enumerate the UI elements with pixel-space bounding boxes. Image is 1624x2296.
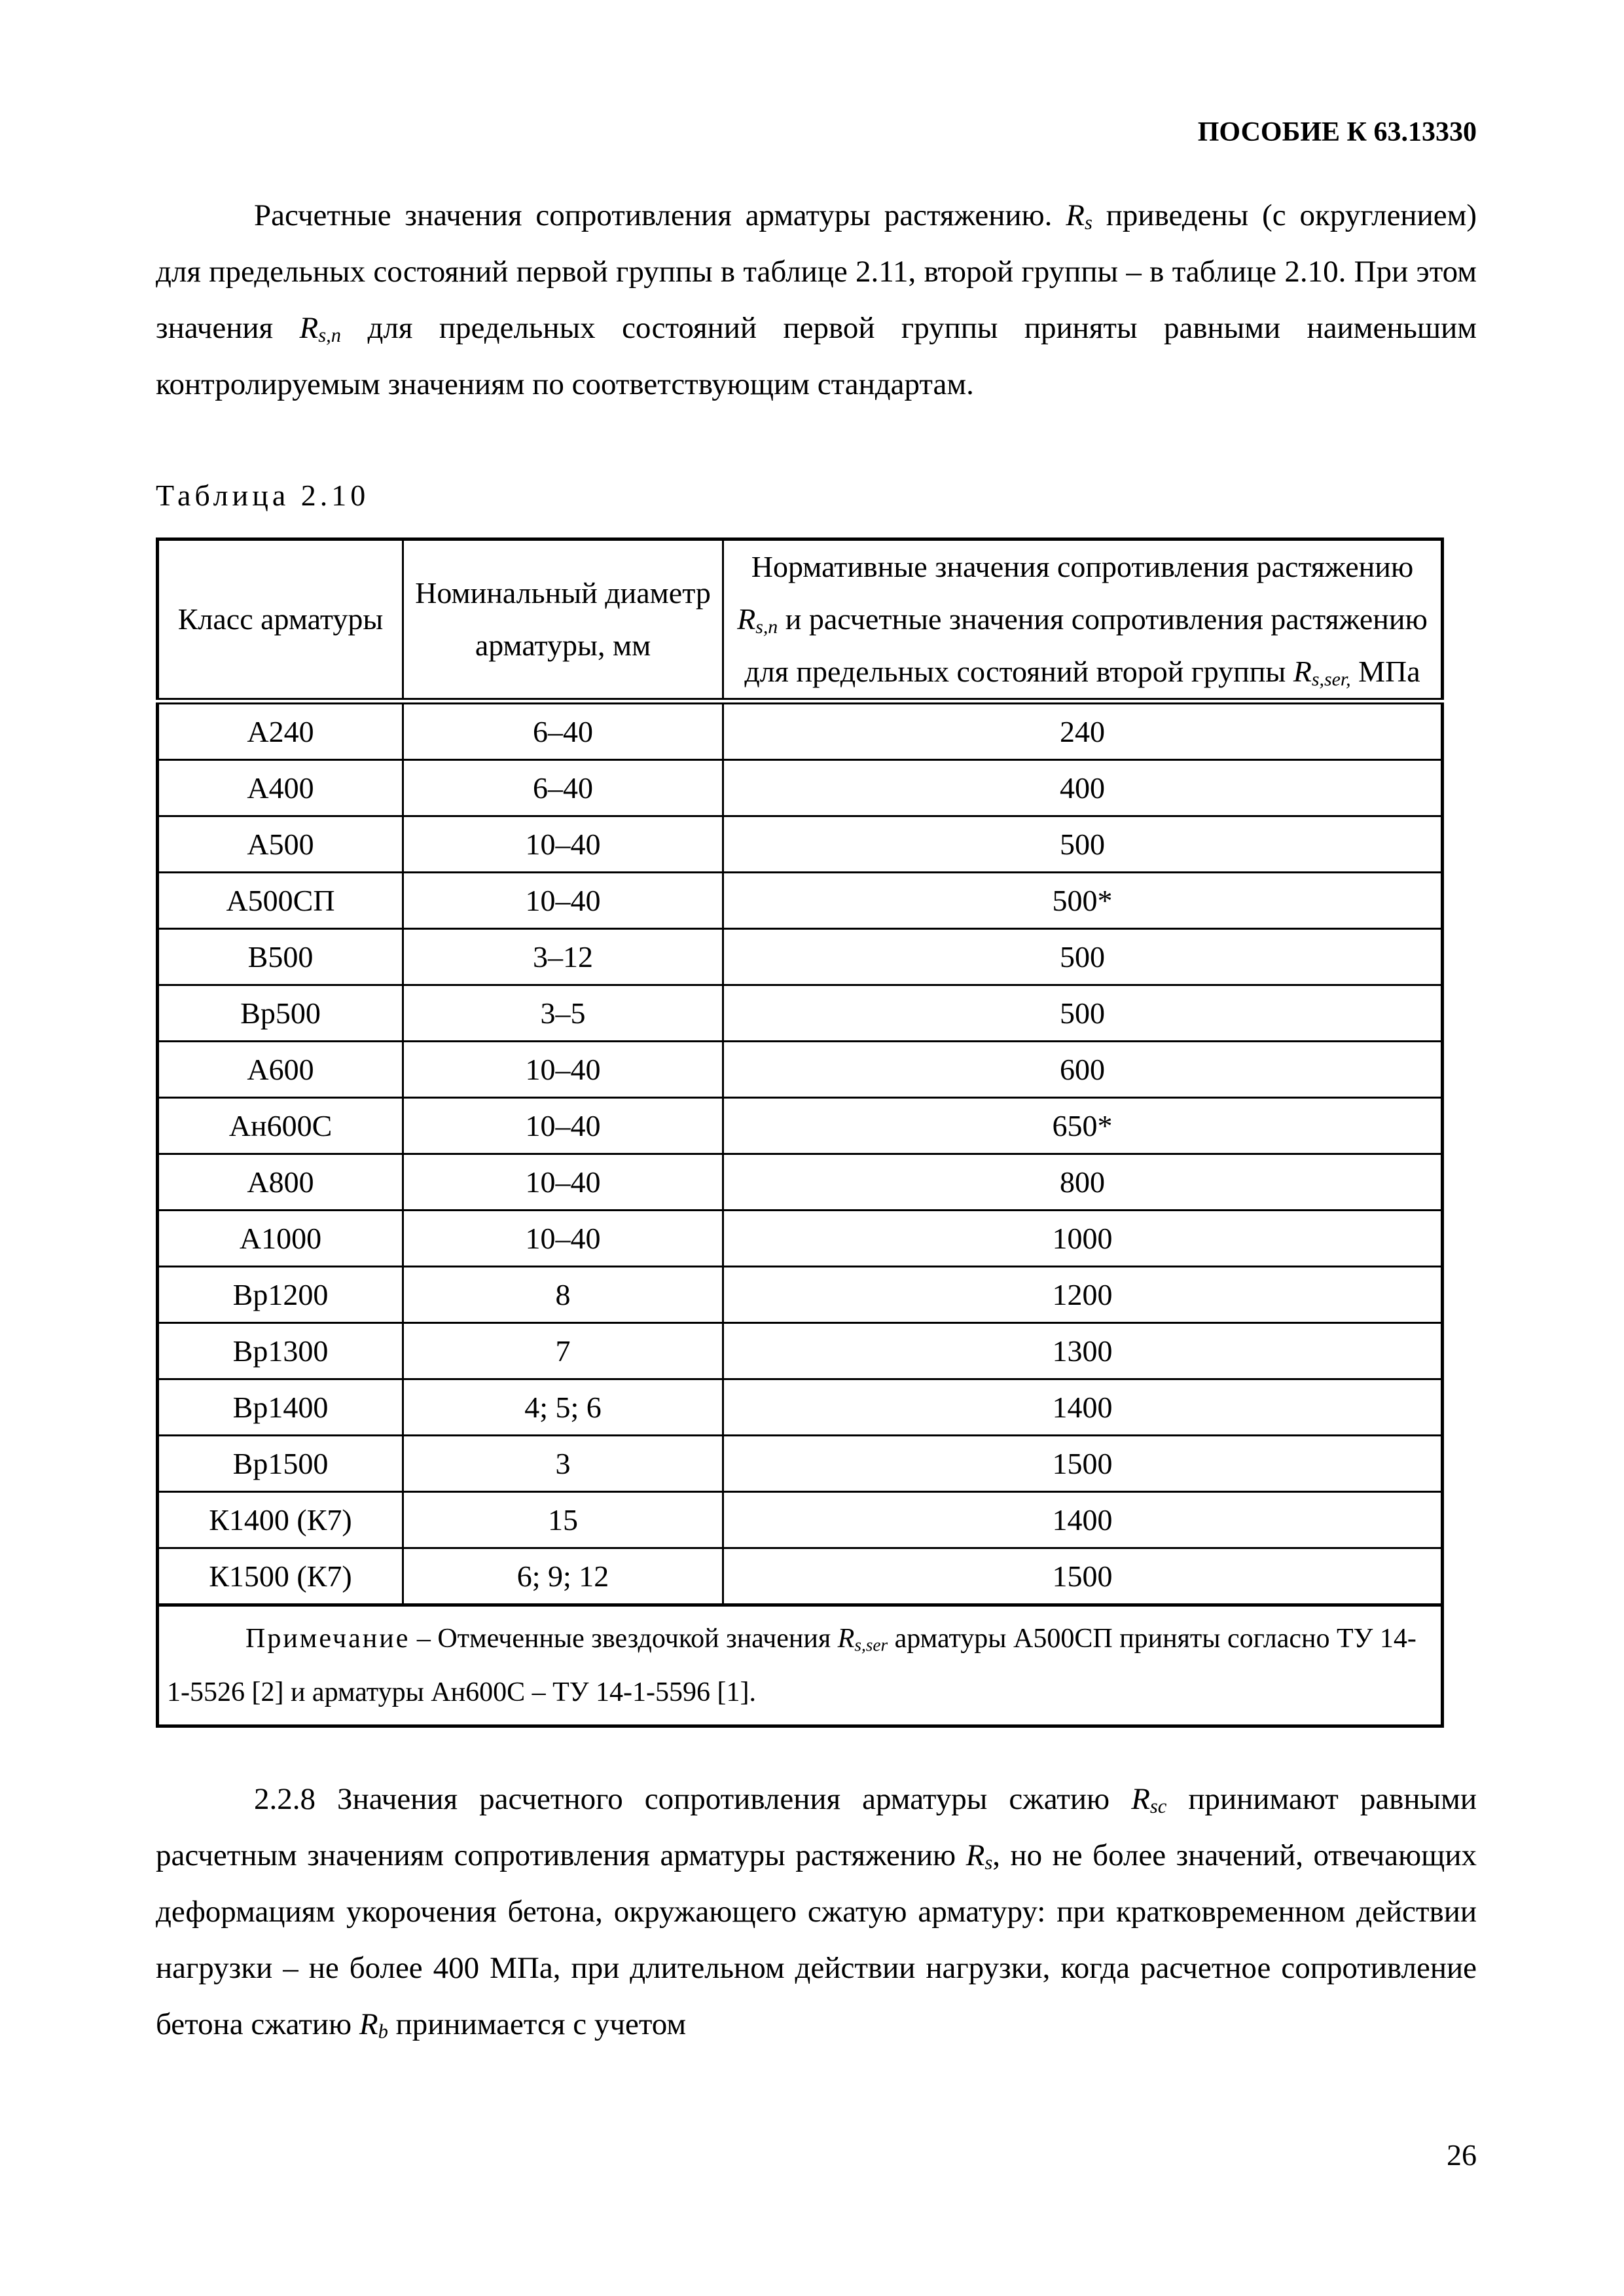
cell-value: 400 <box>723 760 1443 816</box>
table-row <box>158 929 1443 985</box>
cell-class: А400 <box>158 760 403 816</box>
cell-class: Вр500 <box>158 985 403 1042</box>
cell-value: 650* <box>723 1098 1443 1154</box>
table-row <box>158 1154 1443 1211</box>
cell-value: 600 <box>723 1042 1443 1098</box>
text: Расчетные значения сопротивления арматуры растяжению. <box>254 198 1066 232</box>
cell-diameter: 15 <box>403 1492 723 1548</box>
table-row <box>158 1379 1443 1436</box>
cell-class: Вр1500 <box>158 1436 403 1492</box>
table-row <box>158 1323 1443 1379</box>
cell-diameter: 8 <box>403 1267 723 1323</box>
cell-class: В500 <box>158 929 403 985</box>
cell-diameter: 6–40 <box>403 701 723 760</box>
table-row <box>158 701 1443 760</box>
cell-class: Вр1400 <box>158 1379 403 1436</box>
cell-value: 800 <box>723 1154 1443 1211</box>
cell-value: 1200 <box>723 1267 1443 1323</box>
cell-class: А240 <box>158 701 403 760</box>
cell-value: 1300 <box>723 1323 1443 1379</box>
cell-value: 1500 <box>723 1436 1443 1492</box>
cell-value: 500 <box>723 985 1443 1042</box>
symbol: R <box>299 311 319 345</box>
cell-diameter: 10–40 <box>403 1042 723 1098</box>
cell-diameter: 3–5 <box>403 985 723 1042</box>
text: для предельных состояний первой группы приняты равными наименьшим контролируемым значениям по соответствующим стандартам. <box>156 311 1477 401</box>
cell-value: 1000 <box>723 1211 1443 1267</box>
cell-diameter: 7 <box>403 1323 723 1379</box>
header-class: Класс арматуры <box>158 539 403 702</box>
table-row <box>158 1492 1443 1548</box>
text: приведены (с округлением) для предельных состояний первой группы в таблице 2.11, второй группы – в таблице 2.10. При этом значения <box>156 198 1477 345</box>
cell-class: А500 <box>158 816 403 873</box>
cell-class: А600 <box>158 1042 403 1098</box>
table-row <box>158 816 1443 873</box>
cell-diameter: 4; 5; 6 <box>403 1379 723 1436</box>
cell-diameter: 10–40 <box>403 1098 723 1154</box>
paragraph-2-2-8: 2.2.8 Значения расчетного сопротивления арматуры сжатию $R_{sc}$ принимают равными расчетным значениям сопротивления арматуры растяжению $R_s$, но не более значений, отвечающих деформациям укорочения бетона, окружающего сжатую арматуру: при кратковременном действии нагрузки – не более 400 МПа, при длительном действии нагрузки, когда расчетное сопротивление бетона сжатию $R_b$ принимается с учетом <box>156 1782 1477 2043</box>
cell-diameter: 6–40 <box>403 760 723 816</box>
cell-class: К1500 (К7) <box>158 1548 403 1605</box>
table-row <box>158 1436 1443 1492</box>
cell-class: Вр1200 <box>158 1267 403 1323</box>
cell-class: А1000 <box>158 1211 403 1267</box>
cell-class: К1400 (К7) <box>158 1492 403 1548</box>
cell-class: Вр1300 <box>158 1323 403 1379</box>
cell-class: А800 <box>158 1154 403 1211</box>
table-row <box>158 1548 1443 1605</box>
table-row <box>158 1211 1443 1267</box>
header-values: Нормативные значения сопротивления растяжению $R_{s,n}$ и расчетные значения сопротивления растяжению для предельных состояний второй группы $R_{s,ser,}$ МПа <box>723 539 1443 702</box>
cell-value: 500* <box>723 873 1443 929</box>
resistance-table <box>156 538 1444 1728</box>
cell-value: 500 <box>723 929 1443 985</box>
cell-value: 1400 <box>723 1379 1443 1436</box>
symbol-sub: s,n <box>318 324 342 347</box>
cell-value: 1500 <box>723 1548 1443 1605</box>
cell-diameter: 10–40 <box>403 816 723 873</box>
cell-diameter: 3–12 <box>403 929 723 985</box>
cell-diameter: 10–40 <box>403 1154 723 1211</box>
table-row <box>158 1267 1443 1323</box>
cell-diameter: 10–40 <box>403 1211 723 1267</box>
cell-diameter: 10–40 <box>403 873 723 929</box>
cell-diameter: 6; 9; 12 <box>403 1548 723 1605</box>
cell-class: Ан600С <box>158 1098 403 1154</box>
table-note: Примечание – Отмеченные звездочкой значения $R_{s,ser}$ арматуры А500СП приняты согласно ТУ 14-1-5526 [2] и арматуры Ан600С – ТУ 14-1-5596 [1]. <box>158 1605 1443 1726</box>
table-row <box>158 985 1443 1042</box>
cell-diameter: 3 <box>403 1436 723 1492</box>
page-number: 26 <box>1447 2138 1477 2172</box>
header-diameter: Номинальный диаметр арматуры, мм <box>403 539 723 702</box>
symbol-sub: s <box>1085 211 1092 234</box>
cell-value: 240 <box>723 701 1443 760</box>
table-row <box>158 873 1443 929</box>
table-caption: Таблица 2.10 <box>156 479 370 512</box>
symbol: R <box>1066 198 1085 232</box>
table-row <box>158 1098 1443 1154</box>
document-header: ПОСОБИЕ К 63.13330 <box>1197 117 1477 147</box>
paragraph-intro <box>156 187 1477 412</box>
cell-class: А500СП <box>158 873 403 929</box>
table-row <box>158 760 1443 816</box>
table-row <box>158 1042 1443 1098</box>
cell-value: 1400 <box>723 1492 1443 1548</box>
cell-value: 500 <box>723 816 1443 873</box>
